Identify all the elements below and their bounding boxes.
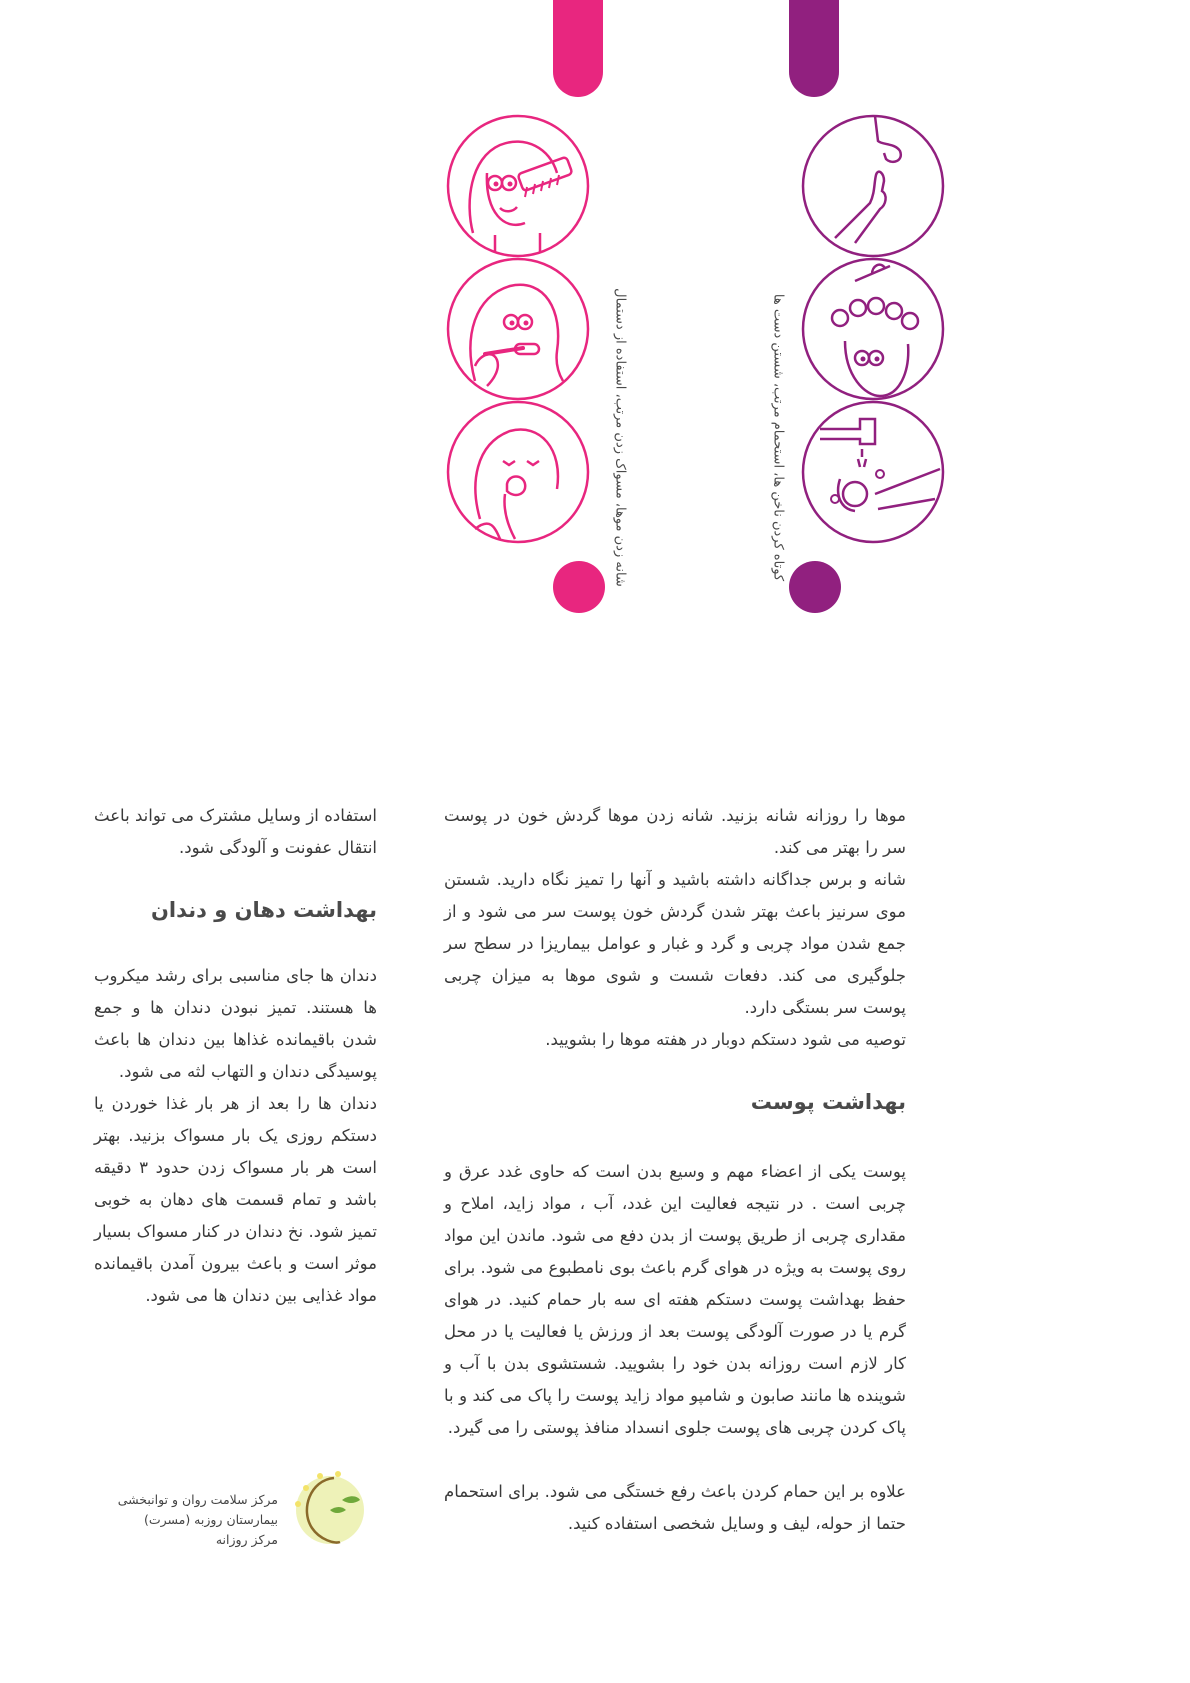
hair-wash-frequency-paragraph: توصیه می شود دستکم دوبار در هفته موها را بشویید. bbox=[545, 1030, 906, 1049]
nail-clip-hand-icon bbox=[800, 113, 946, 259]
purple-bar-top bbox=[789, 0, 839, 97]
footer-line-1: مرکز سلامت روان و توانبخشی bbox=[117, 1492, 278, 1507]
skin-hygiene-heading: بهداشت پوست bbox=[750, 1090, 906, 1114]
toothbrush-icon bbox=[445, 256, 591, 402]
tissue-nose-icon bbox=[445, 399, 591, 545]
pink-bar-top bbox=[553, 0, 603, 97]
comb-hair-icon bbox=[445, 113, 591, 259]
skin-paragraph: پوست یکی از اعضاء مهم و وسیع بدن است که حاوی غدد عرق و چربی است . در نتیجه فعالیت این غدد، آب ، مواد زاید، املاح و مقداری چربی از طریق پوست از بدن دفع می شود. ماندن این مواد روی پوست به ویژه در هوای گرم باعث بوی نامطبوع می شود. برای حفظ بهداشت پوست دستکم هفته ای سه بار حمام کنید. در هوای گرم یا در صورت آلودگی پوست بعد از ورزش یا فعالیت یا در محل کار لازم است روزانه بدن خود را بشویید. شستشوی بدن با آب و شوینده ها مانند صابون و شامپو مواد زاید پوست را پاک می کند و با پاک کردن چربی های پوست جلوی انسداد منافذ پوستی را می گیرد. bbox=[444, 1162, 906, 1437]
hair-washing-paragraph: شانه و برس جداگانه داشته باشید و آنها را تمیز نگاه دارید. شستن موی سرنیز باعث بهتر شدن گردش خون پوست سر می شود و از جمع شدن مواد چربی و گرد و غبار و عوامل بیماریزا در سطح سر جلوگیری می کند. دفعات شست و شوی موها به میزان چربی پوست سر بستگی دارد. bbox=[444, 870, 906, 1017]
hand-washing-icon bbox=[800, 399, 946, 545]
purple-icons-caption: کوتاه کردن ناخن ها، استحمام مرتب، شستن دست ها bbox=[770, 293, 786, 582]
oral-hygiene-heading: بهداشت دهان و دندان bbox=[150, 898, 377, 922]
shared-items-paragraph: استفاده از وسایل مشترک می تواند باعث انتقال عفونت و آلودگی شود. bbox=[94, 806, 377, 857]
middle-column-top bbox=[444, 800, 906, 1056]
shower-shampoo-icon bbox=[800, 256, 946, 402]
pink-dot bbox=[553, 561, 605, 613]
teeth-germs-paragraph: دندان ها جای مناسبی برای رشد میکروب ها هستند. تمیز نبودن دندان ها و جمع شدن باقیمانده غذاها بین دندان ها باعث پوسیدگی دندان و التهاب لثه می شود. bbox=[94, 966, 377, 1081]
brushing-paragraph: دندان ها را بعد از هر بار غذا خوردن یا دستکم روزی یک بار مسواک بزنید. بهتر است هر بار مسواک زدن حدود ۳ دقیقه باشد و تمام قسمت های دهان به خوبی تمیز شود. نخ دندان در کنار مسواک بسیار موثر است و باعث بیرون آمدن باقیمانده مواد غذایی بین دندان ها می شود. bbox=[94, 1094, 377, 1305]
hair-combing-paragraph: موها را روزانه شانه بزنید. شانه زدن موها گردش خون در پوست سر را بهتر می کند. bbox=[444, 806, 906, 857]
middle-column-bottom bbox=[444, 1156, 906, 1540]
purple-dot bbox=[789, 561, 841, 613]
footer-line-2: بیمارستان روزبه (مسرت) bbox=[143, 1512, 278, 1527]
pink-icons-caption: شانه زدن موها، مسواک زدن مرتب، استفاده از دستمال bbox=[612, 288, 628, 587]
center-logo-icon bbox=[290, 1470, 370, 1550]
footer-line-3: مرکز روزانه bbox=[215, 1532, 278, 1547]
footer-center-name bbox=[60, 1490, 278, 1550]
left-column-top bbox=[94, 800, 377, 864]
left-column-bottom bbox=[94, 960, 377, 1312]
bathing-paragraph: علاوه بر این حمام کردن باعث رفع خستگی می شود. برای استحمام حتما از حوله، لیف و وسایل شخصی استفاده کنید. bbox=[444, 1482, 906, 1533]
